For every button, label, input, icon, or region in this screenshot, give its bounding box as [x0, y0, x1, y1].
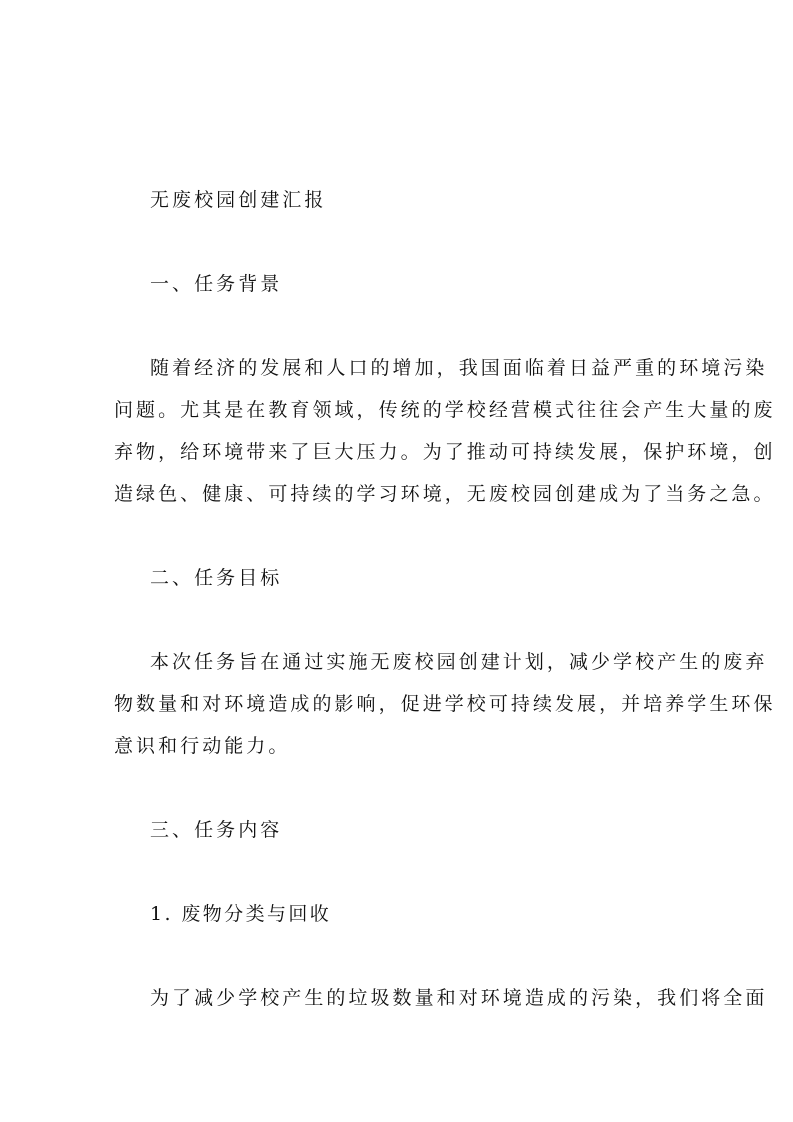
section-heading-content: 三、任务内容 — [150, 819, 283, 841]
paragraph-line: 问题。尤其是在教育领域，传统的学校经营模式往往会产生大量的废 — [114, 399, 776, 421]
section-heading-background: 一、任务背景 — [150, 273, 283, 295]
paragraph-line: 造绿色、健康、可持续的学习环境，无废校园创建成为了当务之急。 — [114, 483, 776, 505]
paragraph-line: 为了减少学校产生的垃圾数量和对环境造成的污染，我们将全面 — [150, 987, 768, 1009]
subsection-heading-waste-sorting: 1. 废物分类与回收 — [150, 903, 332, 925]
paragraph-line: 随着经济的发展和人口的增加，我国面临着日益严重的环境污染 — [150, 357, 768, 379]
paragraph-line: 本次任务旨在通过实施无废校园创建计划，减少学校产生的废弃 — [150, 651, 768, 673]
paragraph-line: 物数量和对环境造成的影响，促进学校可持续发展，并培养学生环保 — [114, 693, 776, 715]
section-heading-goals: 二、任务目标 — [150, 567, 283, 589]
paragraph-line: 弃物，给环境带来了巨大压力。为了推动可持续发展，保护环境，创 — [114, 441, 776, 463]
document-title: 无废校园创建汇报 — [150, 189, 327, 211]
paragraph-line: 意识和行动能力。 — [114, 735, 291, 757]
